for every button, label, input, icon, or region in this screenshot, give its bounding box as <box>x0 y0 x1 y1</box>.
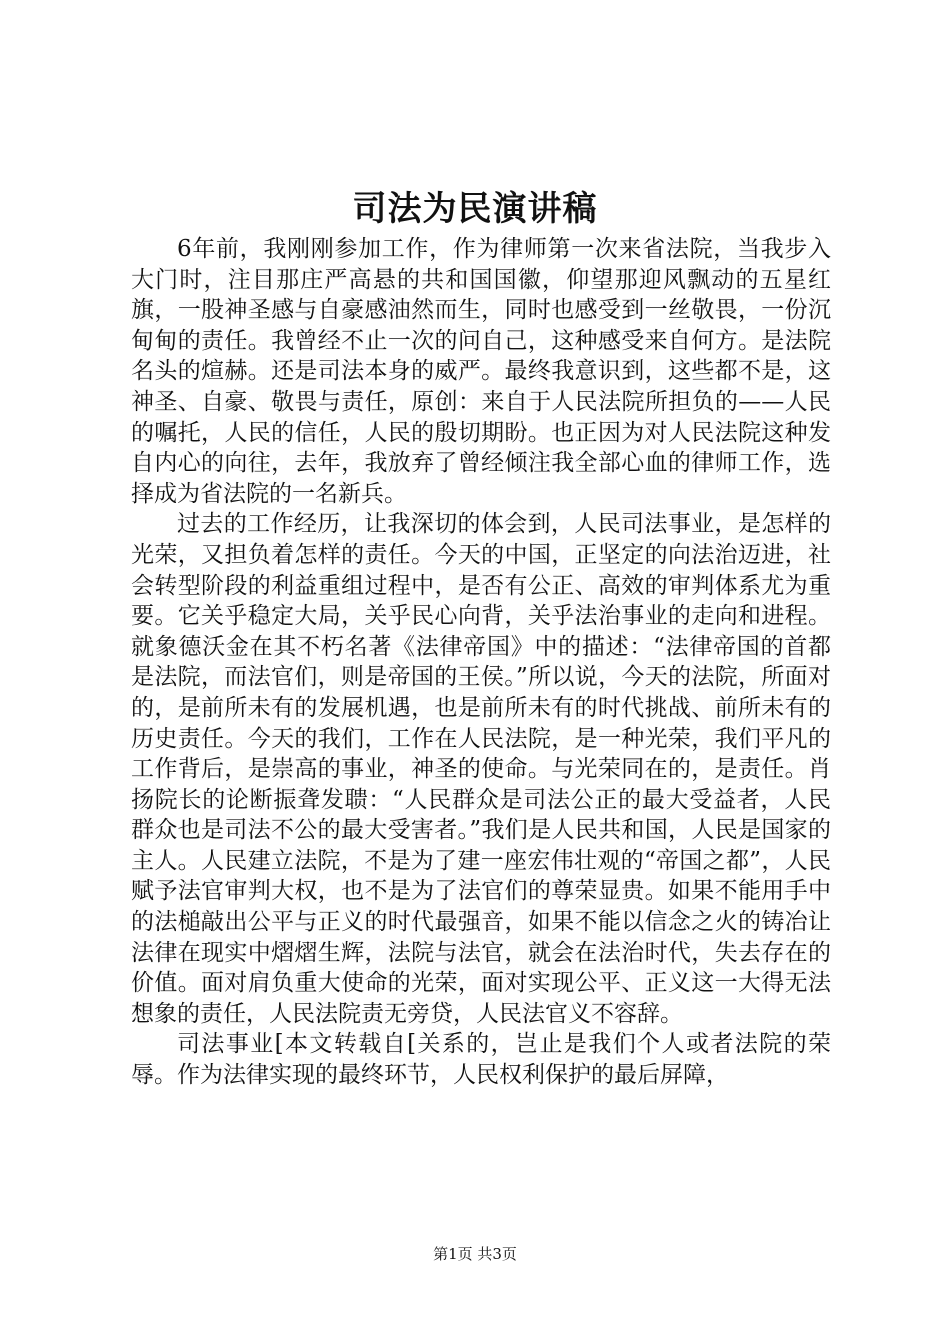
paragraph-1: 6年前，我刚刚参加工作，作为律师第一次来省法院，当我步入大门时，注目那庄严高悬的共和国国徽，仰望那迎风飘动的五星红旗，一股神圣感与自豪感油然而生，同时也感受到一丝敬畏，一份沉甸甸的责任。我曾经不止一次的问自己，这种感受来自何方。是法院名头的煊赫。还是司法本身的威严。最终我意识到，这些都不是，这神圣、自豪、敬畏与责任，原创：来自于人民法院所担负的——人民的嘱托，人民的信任，人民的殷切期盼。也正因为对人民法院这种发自内心的向往，去年，我放弃了曾经倾注我全部心血的律师工作，选择成为省法院的一名新兵。 <box>131 236 831 507</box>
paragraph-2: 过去的工作经历，让我深切的体会到，人民司法事业，是怎样的光荣，又担负着怎样的责任。今天的中国，正坚定的向法治迈进，社会转型阶段的利益重组过程中，是否有公正、高效的审判体系尤为重要。它关乎稳定大局，关乎民心向背，关乎法治事业的走向和进程。就象德沃金在其不朽名著《法律帝国》中的描述：“法律帝国的首都是法院，而法官们，则是帝国的王侯。”所以说，今天的法院，所面对的，是前所未有的发展机遇，也是前所未有的时代挑战、前所未有的历史责任。今天的我们，工作在人民法院，是一种光荣，我们平凡的工作背后，是崇高的事业，神圣的使命。与光荣同在的，是责任。肖扬院长的论断振聋发聩：“人民群众是司法公正的最大受益者，人民群众也是司法不公的最大受害者。”我们是人民共和国，人民是国家的主人。人民建立法院，不是为了建一座宏伟壮观的“帝国之都”，人民赋予法官审判大权，也不是为了法官们的尊荣显贵。如果不能用手中的法槌敲出公平与正义的时代最强音，如果不能以信念之火的铸冶让法律在现实中熠熠生辉，法院与法官，就会在法治时代，失去存在的价值。面对肩负重大使命的光荣，面对实现公平、正义这一大得无法想象的责任，人民法院责无旁贷，人民法官义不容辞。 <box>131 511 831 1027</box>
page-footer <box>0 1244 950 1264</box>
document-body <box>131 234 831 1091</box>
paragraph-3: 司法事业[本文转载自[关系的，岂止是我们个人或者法院的荣辱。作为法律实现的最终环节，人民权利保护的最后屏障， <box>131 1031 831 1089</box>
page-title: 司法为民演讲稿 <box>352 189 598 229</box>
page-number: 第1页 共3页 <box>433 1245 517 1263</box>
